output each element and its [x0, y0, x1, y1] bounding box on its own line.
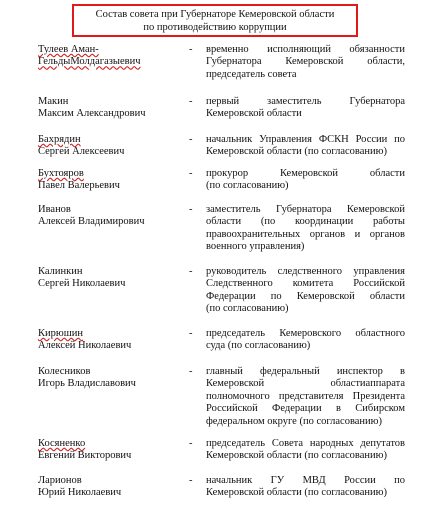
member-given-names: Сергей Алексеевич — [38, 146, 125, 158]
role-line: временно исполняющий обязанности — [206, 44, 405, 55]
role-line: прокурор Кемеровской области — [206, 168, 405, 179]
member-role — [206, 168, 405, 193]
role-line: федеральном округе (по согласованию) — [206, 415, 383, 427]
dash-separator: - — [189, 96, 193, 107]
role-line: председатель Кемеровского областного — [206, 328, 405, 339]
dash-separator: - — [189, 328, 193, 339]
member-role — [206, 44, 405, 81]
role-line: военного управления) — [206, 241, 305, 253]
member-given-names: Алексей Николаевич — [38, 340, 132, 352]
member-role — [206, 96, 405, 121]
role-line: заместитель Губернатора Кемеровской — [206, 204, 405, 215]
dash-separator: - — [189, 475, 193, 486]
member-surname: Косяненко — [38, 438, 86, 449]
role-line: Российской Федерации в Сибирском — [206, 403, 405, 415]
member-surname: Колесников — [38, 366, 91, 377]
member-role — [206, 328, 405, 353]
member-surname: Бахрядин — [38, 134, 81, 145]
member-given-names: Павел Валерьевич — [38, 180, 120, 192]
member-surname: Ларионов — [38, 475, 82, 486]
member-given-names: Сергей Николаевич — [38, 278, 126, 290]
member-surname: Иванов — [38, 204, 71, 215]
role-line: Губернатора Кемеровской области, — [206, 56, 405, 68]
role-line: начальник Управления ФСКН России по — [206, 134, 405, 145]
member-role — [206, 266, 405, 316]
role-line: Федерации по Кемеровской области — [206, 290, 405, 302]
role-line: главный федеральный инспектор в — [206, 366, 405, 377]
role-line: (по согласованию) — [206, 180, 289, 192]
role-line: Следственного комитета Российской — [206, 278, 405, 290]
member-name — [38, 96, 190, 121]
member-surname: Тулеев Аман- — [38, 44, 99, 55]
dash-separator: - — [189, 168, 193, 179]
member-role — [206, 134, 405, 159]
role-line: Кемеровской области (по согласованию) — [206, 450, 387, 462]
member-surname: Кирюшин — [38, 328, 84, 339]
role-line: Кемеровской области — [206, 108, 302, 120]
role-line: Кемеровской области (по согласованию) — [206, 146, 387, 158]
member-given-names: Евгений Викторович — [38, 450, 132, 462]
member-role — [206, 204, 405, 254]
dash-separator: - — [189, 204, 193, 215]
role-line: области (по координации работы — [206, 216, 405, 228]
member-surname: Бухтояров — [38, 168, 84, 179]
member-name — [38, 168, 190, 193]
member-given-names: ГельдыМолдагазыевич — [38, 56, 141, 68]
member-role — [206, 475, 405, 500]
title-line-1: Состав совета при Губернаторе Кемеровской области — [95, 9, 335, 20]
member-role — [206, 438, 405, 463]
member-name — [38, 204, 190, 229]
dash-separator: - — [189, 134, 193, 145]
member-role — [206, 366, 405, 428]
role-line: начальник ГУ МВД России по — [206, 475, 405, 486]
member-name — [38, 44, 190, 69]
member-name — [38, 438, 190, 463]
member-name — [38, 134, 190, 159]
member-given-names: Максим Александрович — [38, 108, 146, 120]
member-given-names: Алексей Владимирович — [38, 216, 145, 228]
member-surname: Макин — [38, 96, 69, 107]
member-given-names: Игорь Владиславович — [38, 378, 136, 390]
role-line: (по согласованию) — [206, 303, 289, 315]
role-line: полномочного представителя Президента — [206, 390, 405, 402]
member-surname: Калинкин — [38, 266, 83, 277]
dash-separator: - — [189, 438, 193, 449]
dash-separator: - — [189, 266, 193, 277]
role-line: председатель совета — [206, 68, 297, 80]
role-line: председатель Совета народных депутатов — [206, 438, 405, 449]
member-name — [38, 328, 190, 353]
role-line: правоохранительных органов и органов — [206, 228, 405, 240]
member-name — [38, 475, 190, 500]
role-line: суда (по согласованию) — [206, 340, 311, 352]
title-line-2: по противодействию коррупции — [143, 21, 287, 33]
role-line: Кемеровской области (по согласованию) — [206, 487, 387, 499]
member-name — [38, 266, 190, 291]
member-given-names: Юрий Николаевич — [38, 487, 122, 499]
document-title — [72, 4, 358, 37]
dash-separator: - — [189, 44, 193, 55]
role-line: Кемеровской областиаппарата — [206, 378, 405, 390]
dash-separator: - — [189, 366, 193, 377]
member-name — [38, 366, 190, 391]
role-line: первый заместитель Губернатора — [206, 96, 405, 107]
role-line: руководитель следственного управления — [206, 266, 405, 277]
